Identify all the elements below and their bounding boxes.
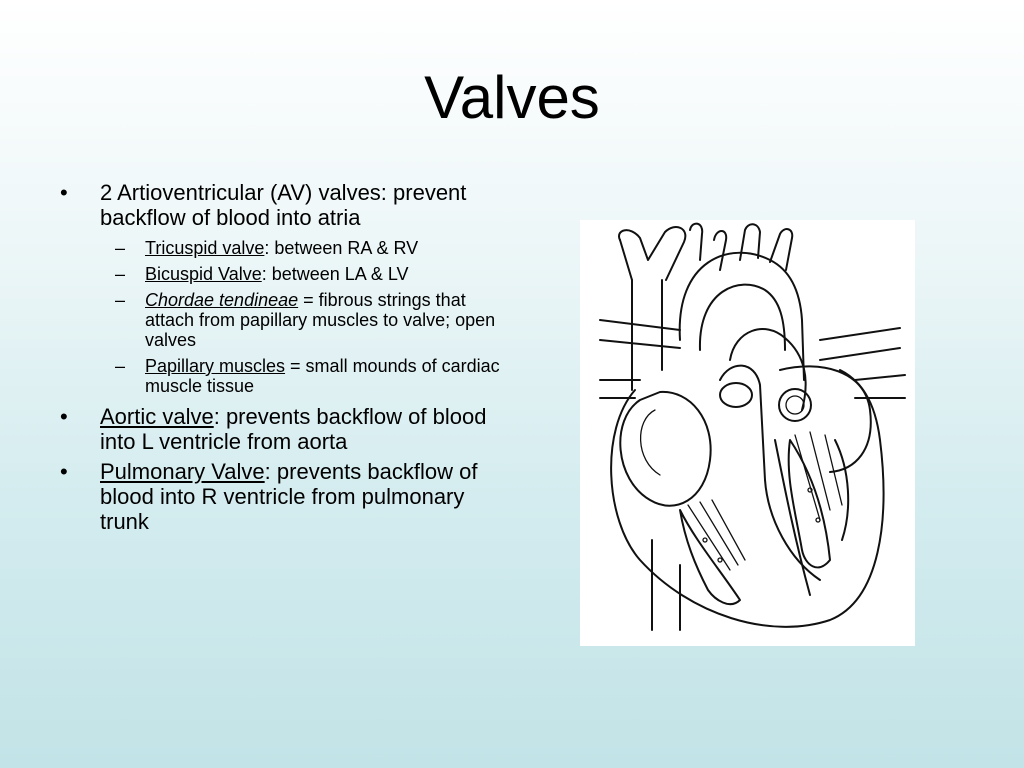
subbullet-tricuspid (60, 238, 510, 258)
bullet-list (60, 180, 510, 539)
bullet-text: : prevents backflow of blood into R ventricle from pulmonary trunk (100, 459, 478, 534)
bullet-marker: • (60, 404, 68, 429)
bullet-aortic-valve (60, 404, 510, 454)
left-atrium (780, 366, 871, 472)
term-papillary-muscles: Papillary muscles (145, 356, 286, 376)
subbullet-marker: – (115, 290, 126, 310)
bullet-text: : prevents backflow of blood into L ventricle from aorta (100, 404, 487, 454)
subbullet-bicuspid (60, 264, 510, 284)
subbullet-text: = small mounds of cardiac muscle tissue (145, 356, 500, 396)
subbullet-marker: – (115, 356, 126, 376)
bullet-av-valves (60, 180, 510, 230)
slide-title: Valves (424, 64, 600, 131)
bullet-text: 2 Artioventricular (AV) valves: prevent backflow of blood into atria (100, 180, 467, 230)
subbullet-papillary (60, 356, 510, 396)
term-aortic-valve: Aortic valve (100, 404, 214, 429)
subbullet-chordae (60, 290, 510, 350)
subbullet-text: = fibrous strings that attach from papillary muscles to valve; open valves (145, 290, 496, 350)
pulmonary-trunk (730, 329, 806, 410)
term-chordae-tendineae: Chordae tendineae (145, 290, 299, 310)
septum (775, 440, 810, 595)
heart-illustration (580, 220, 915, 646)
av-valves-sublist (60, 238, 510, 396)
term-pulmonary-valve: Pulmonary Valve (100, 459, 265, 484)
right-atrium (620, 392, 710, 506)
bullet-pulmonary-valve (60, 459, 510, 534)
superior-vena-cava (632, 280, 662, 390)
heart-diagram (580, 220, 915, 646)
subbullet-marker: – (115, 264, 126, 284)
aortic-valve (720, 383, 752, 407)
subbullet-marker: – (115, 238, 126, 258)
term-tricuspid-valve: Tricuspid valve (145, 238, 265, 258)
pulmonary-valve (779, 389, 811, 421)
subbullet-text: : between RA & RV (264, 238, 419, 258)
papillary-muscle-left (789, 440, 830, 567)
bullet-marker: • (60, 180, 68, 205)
subbullet-text: : between LA & LV (261, 264, 409, 284)
aortic-arch (680, 253, 804, 380)
bullet-marker: • (60, 459, 68, 484)
papillary-muscle-right (680, 510, 740, 604)
term-bicuspid-valve: Bicuspid Valve (145, 264, 262, 284)
